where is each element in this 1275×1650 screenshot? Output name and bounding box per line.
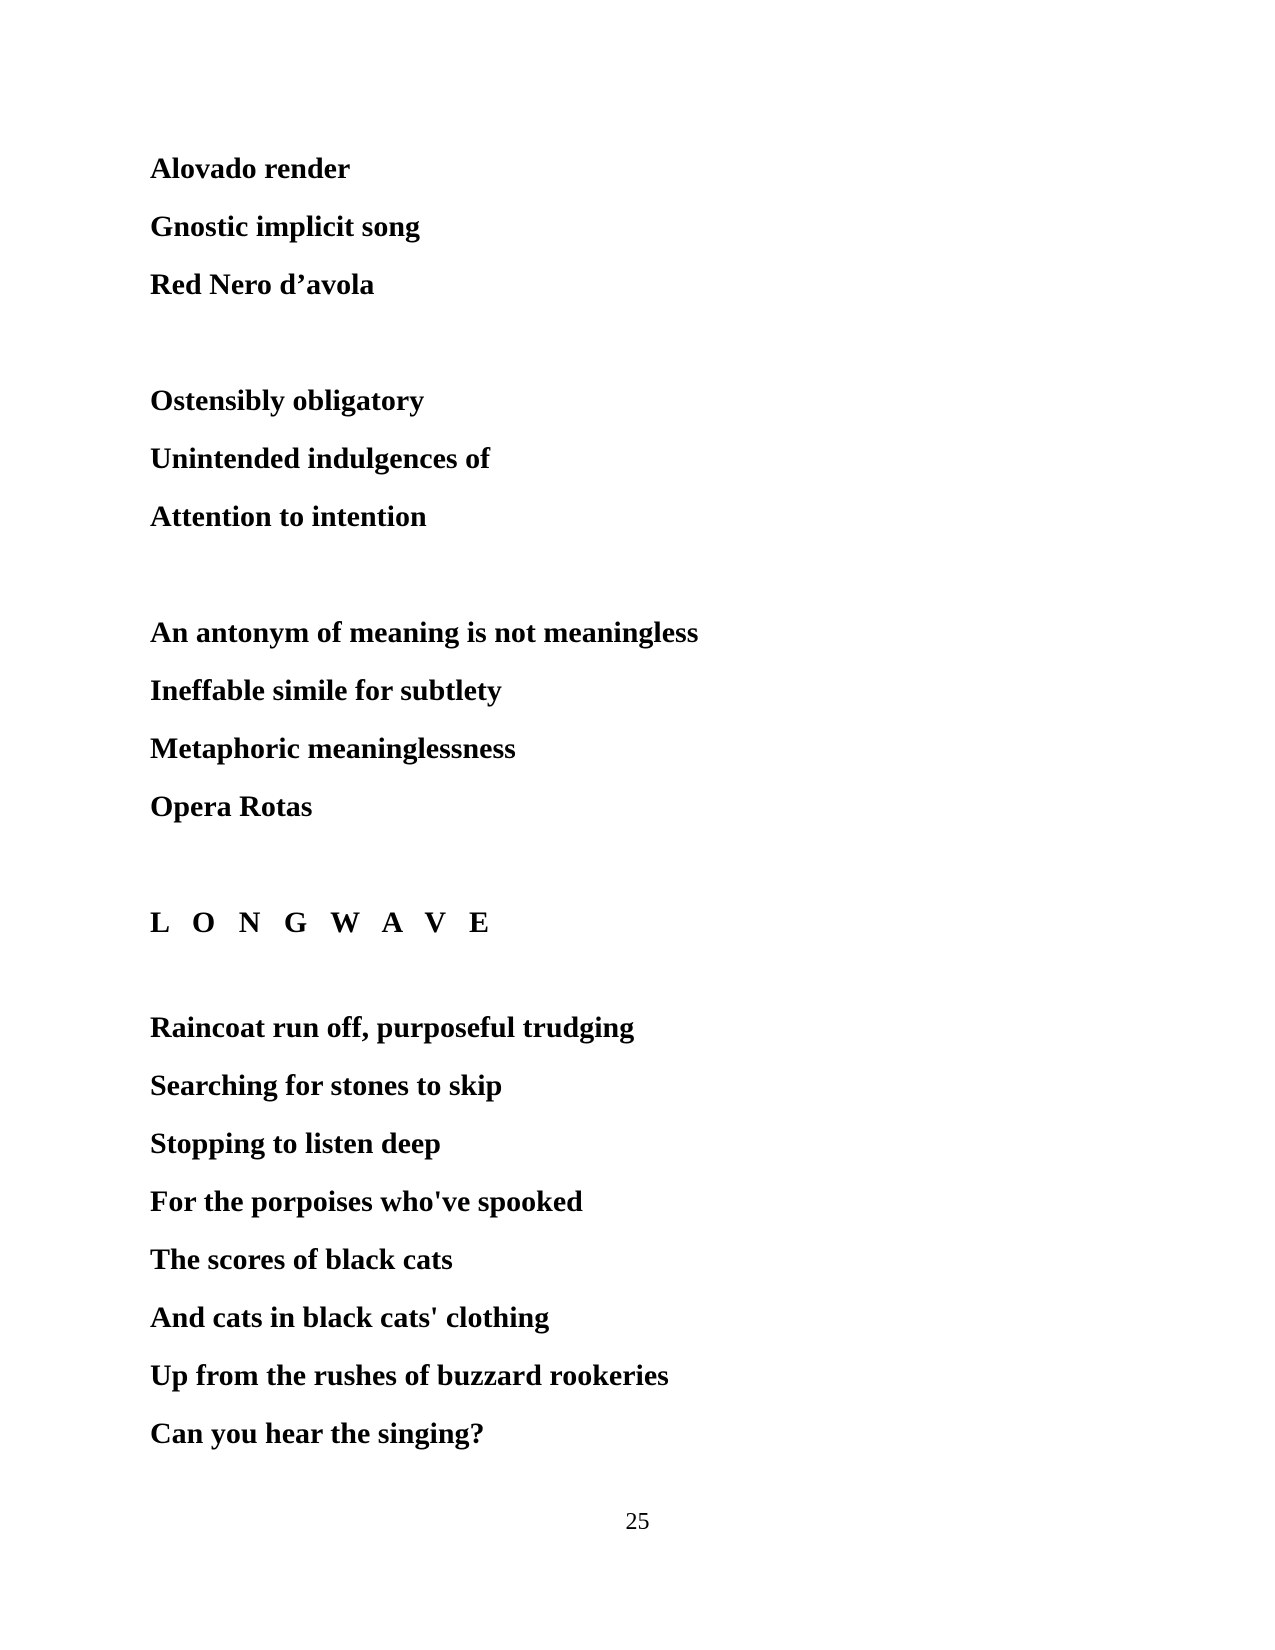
poem-line-2: Searching for stones to skip: [150, 1069, 503, 1102]
poem-line-4: For the porpoises who've spooked: [150, 1185, 583, 1218]
stanza-1-line-2: Gnostic implicit song: [150, 210, 421, 243]
poem-line-8: Can you hear the singing?: [150, 1417, 485, 1450]
stanza-3-line-3: Metaphoric meaninglessness: [150, 732, 516, 765]
stanza-3-line-4: Opera Rotas: [150, 790, 313, 823]
poem-line-3: Stopping to listen deep: [150, 1127, 441, 1160]
stanza-2-line-3: Attention to intention: [150, 500, 427, 533]
poem-line-5: The scores of black cats: [150, 1243, 453, 1276]
poem-line-7: Up from the rushes of buzzard rookeries: [150, 1359, 669, 1392]
stanza-1-line-1: Alovado render: [150, 152, 351, 185]
poem-line-1: Raincoat run off, purposeful trudging: [150, 1011, 635, 1044]
poem-line-6: And cats in black cats' clothing: [150, 1301, 550, 1334]
stanza-2-line-2: Unintended indulgences of: [150, 442, 491, 475]
stanza-1-line-3: Red Nero d’avola: [150, 268, 375, 301]
stanza-3-line-1: An antonym of meaning is not meaningless: [150, 616, 699, 649]
stanza-2-line-1: Ostensibly obligatory: [150, 384, 425, 417]
stanza-3-line-2: Ineffable simile for subtlety: [150, 674, 502, 707]
poem-title: L O N G W A V E: [150, 906, 498, 939]
page-number: 25: [625, 1509, 650, 1535]
